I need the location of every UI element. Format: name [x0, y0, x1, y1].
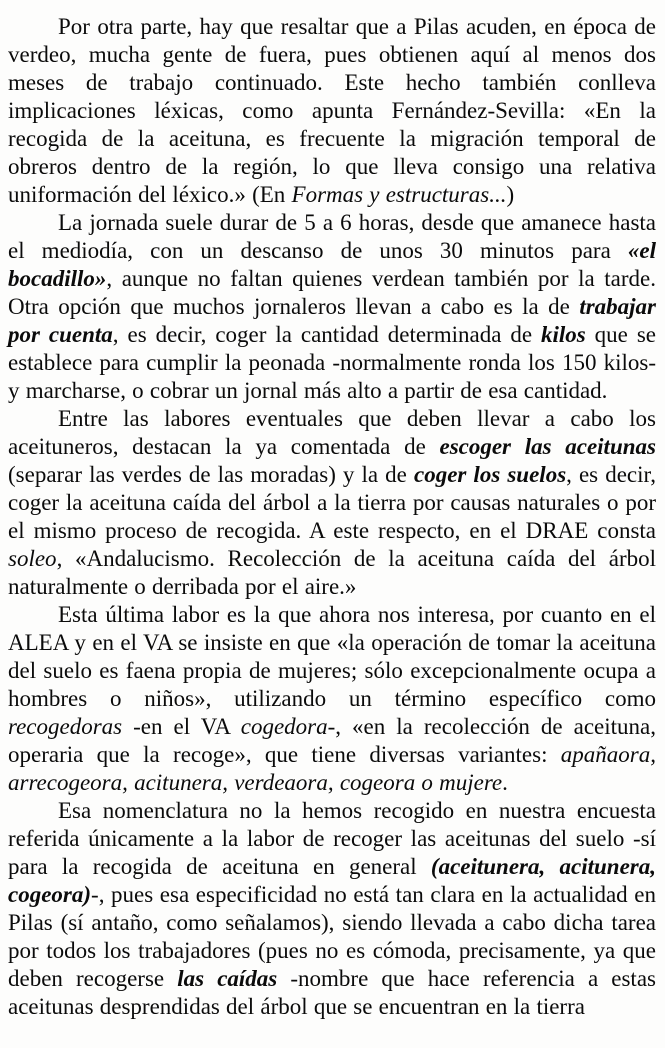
text-segment-normal: -nombre que hace referencia a estas aceitunas desprendidas del árbol que se encuentran en la tierra — [8, 966, 656, 1019]
paragraph-5 — [8, 797, 656, 1021]
text-segment-bold-italic: trabajar por cuenta — [8, 294, 656, 347]
text-segment-italic: recogedoras — [8, 714, 123, 739]
text-segment-bold-italic: «el bocadillo» — [8, 238, 656, 291]
text-segment-bold-italic: coger los suelos — [413, 462, 567, 487]
text-segment-bold-italic: (aceitunera, acitunera, cogeora) — [8, 854, 656, 907]
paragraph-4 — [8, 601, 656, 797]
text-segment-normal: que se establece para cumplir la peonada -normalmente ronda los 150 kilos- y marcharse, o cobrar un jornal más alto a partir de esa cantidad. — [8, 322, 656, 403]
text-segment-normal: , aunque no faltan quienes verdean también por la tarde. Otra opción que muchos jornaleros llevan a cabo es la de — [8, 266, 656, 319]
paragraph-1 — [8, 13, 656, 209]
page-text — [8, 13, 656, 1021]
text-segment-italic: Formas y estructuras... — [291, 182, 507, 207]
paragraph-2 — [8, 209, 656, 405]
text-segment-normal: Esa nomenclatura no la hemos recogido en nuestra encuesta referida únicamente a la labor de recoger las aceitunas del suelo -sí para la recogida de aceituna en general — [8, 798, 656, 879]
text-segment-normal: Esta última labor es la que ahora nos interesa, por cuanto en el ALEA y en el VA se insiste en que «la operación de tomar la aceituna del suelo es faena propia de mujeres; sólo excepcionalmente ocupa a hombres o niños», utilizando un término específico como — [8, 602, 656, 711]
text-segment-italic: apañaora, arrecogeora, acitunera, verdeaora, cogeora o mujere — [8, 742, 656, 795]
text-segment-normal: , es decir, coger la aceituna caída del árbol a la tierra por causas naturales o por el mismo proceso de recogida. A este respecto, en el DRAE consta — [8, 462, 657, 543]
text-segment-italic: soleo — [8, 546, 57, 571]
text-segment-normal: -, pues esa especificidad no está tan clara en la actualidad en Pilas (sí antaño, como señalamos), siendo llevada a cabo dicha tarea por todos los trabajadores (pues no es cómoda, precisamente, ya que deben recogerse — [8, 882, 656, 991]
paragraph-3 — [8, 405, 656, 601]
text-segment-normal: -, «en la recolección de aceituna, operaria que la recoge», que tiene diversas variantes: — [8, 714, 656, 767]
text-segment-italic: cogedora — [240, 714, 328, 739]
text-segment-normal: (separar las verdes de las moradas) y la de — [8, 462, 414, 487]
text-segment-normal: Entre las labores eventuales que deben llevar a cabo los aceituneros, destacan la ya comentada de — [8, 406, 656, 459]
text-segment-normal: , es decir, coger la cantidad determinada de — [112, 322, 541, 347]
text-segment-bold-italic: kilos — [541, 322, 586, 347]
text-segment-bold-italic: las caídas — [177, 966, 278, 991]
text-segment-normal: -en el VA — [122, 714, 241, 739]
text-segment-normal: . — [502, 770, 508, 795]
text-segment-normal: La jornada suele durar de 5 a 6 horas, desde que amanece hasta el mediodía, con un descanso de unos 30 minutos para — [8, 210, 656, 263]
text-segment-normal: ) — [506, 182, 515, 207]
text-segment-bold-italic: escoger las aceitunas — [439, 434, 656, 459]
text-segment-normal: , «Andalucismo. Recolección de la aceituna caída del árbol naturalmente o derribada por el aire.» — [8, 546, 656, 599]
text-segment-normal: Por otra parte, hay que resaltar que a Pilas acuden, en época de verdeo, mucha gente de fuera, pues obtienen aquí al menos dos meses de trabajo continuado. Este hecho también conlleva implicaciones léxicas, como apunta Fernández-Sevilla: «En la recogida de la aceituna, es frecuente la migración temporal de obreros dentro de la región, lo que lleva consigo una relativa uniformación del léxico.» (En — [8, 14, 656, 207]
